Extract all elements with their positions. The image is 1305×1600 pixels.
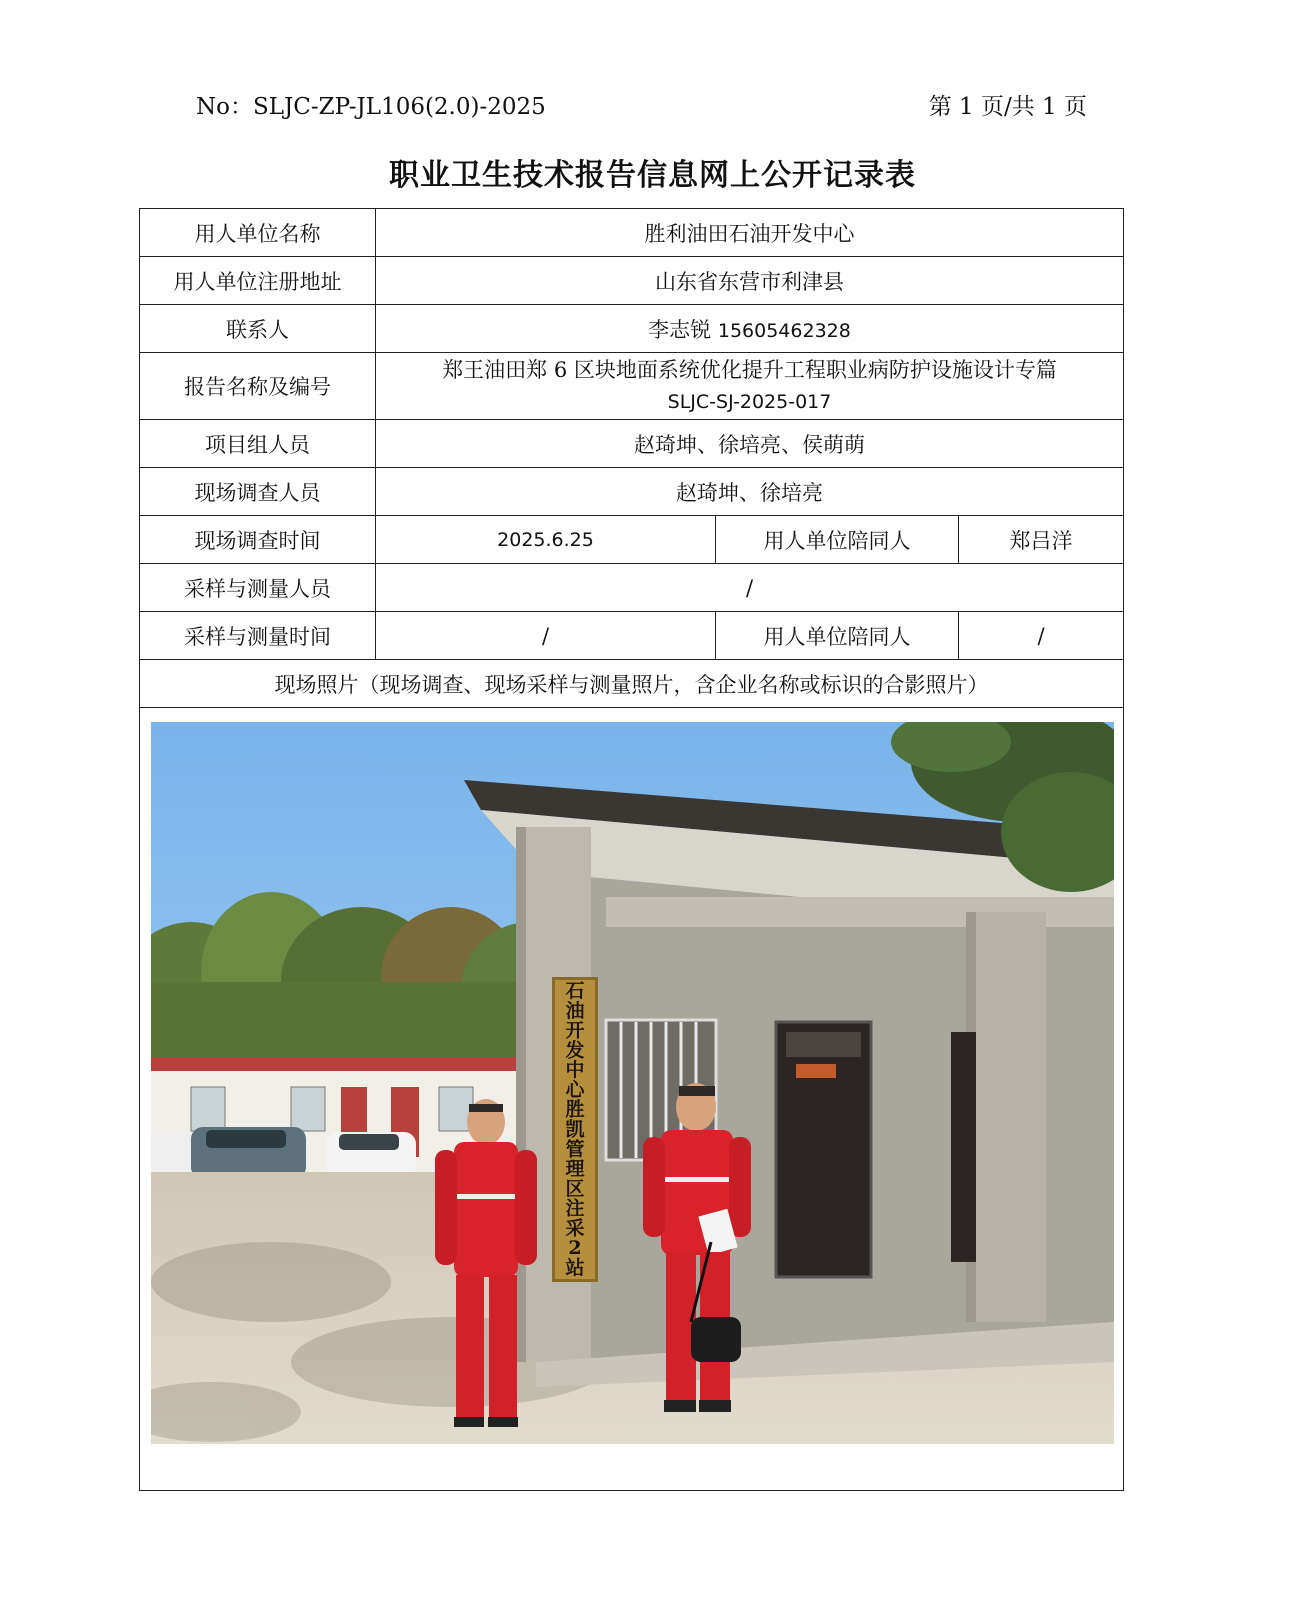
accompany-value-2: / (959, 612, 1124, 660)
project-members-label: 项目组人员 (140, 420, 376, 468)
employer-address-label: 用人单位注册地址 (140, 257, 376, 305)
sampling-time-value: / (376, 612, 716, 660)
door (776, 1022, 871, 1277)
station-building (464, 780, 1114, 1387)
survey-time-label: 现场调查时间 (140, 516, 376, 564)
table-row (140, 209, 1124, 257)
project-members-value: 赵琦坤、徐培亮、侯萌萌 (376, 420, 1124, 468)
accompany-value: 郑吕洋 (959, 516, 1124, 564)
survey-staff-value: 赵琦坤、徐培亮 (376, 468, 1124, 516)
contact-label: 联系人 (140, 305, 376, 353)
employer-name-value: 胜利油田石油开发中心 (376, 209, 1124, 257)
record-table (139, 208, 1124, 1491)
table-row (140, 516, 1124, 564)
report-name: 郑王油田郑 6 区块地面系统优化提升工程职业病防护设施设计专篇 (442, 358, 1057, 382)
survey-staff-label: 现场调查人员 (140, 468, 376, 516)
table-row (140, 708, 1124, 1491)
employer-name-label: 用人单位名称 (140, 209, 376, 257)
shoulder-bag (691, 1317, 741, 1362)
sampling-staff-label: 采样与测量人员 (140, 564, 376, 612)
sign-character: 注 (565, 1197, 585, 1220)
sign-character: 区 (565, 1177, 585, 1200)
report-label: 报告名称及编号 (140, 353, 376, 420)
table-row (140, 660, 1124, 708)
sign-character: 理 (565, 1158, 585, 1181)
sampling-staff-value: / (376, 564, 1124, 612)
accompany-label: 用人单位陪同人 (716, 516, 959, 564)
table-row (140, 420, 1124, 468)
table-row (140, 353, 1124, 420)
table-row (140, 257, 1124, 305)
sign-character: 管 (565, 1138, 585, 1161)
sign-character: 站 (565, 1257, 585, 1279)
contact-name: 李志锐 (648, 317, 712, 342)
survey-time-value: 2025.6.25 (376, 516, 716, 564)
contact-value (376, 305, 1124, 353)
page-title: 职业卫生技术报告信息网上公开记录表 (389, 158, 916, 193)
sampling-time-label: 采样与测量时间 (140, 612, 376, 660)
sign-character: 心 (565, 1078, 585, 1101)
sign-character: 2 (568, 1237, 582, 1260)
table-row (140, 564, 1124, 612)
table-row (140, 612, 1124, 660)
table-row (140, 305, 1124, 353)
site-photo (151, 722, 1114, 1444)
sign-character: 油 (565, 999, 585, 1022)
sign-character: 胜 (565, 1098, 585, 1121)
site-photo-illustration (151, 722, 1114, 1444)
page-info: 第 1 页/共 1 页 (928, 94, 1087, 120)
sign-character: 石 (565, 980, 585, 1002)
sign-text (565, 980, 585, 1279)
sign-character: 开 (565, 1019, 585, 1042)
photo-caption: 现场照片（现场调查、现场采样与测量照片，含企业名称或标识的合影照片） (140, 660, 1124, 708)
document-number: No：SLJC-ZP-JL106(2.0)-2025 (196, 94, 546, 120)
report-number: SLJC-SJ-2025-017 (667, 391, 832, 413)
sign-character: 发 (565, 1039, 585, 1062)
sign-character: 凯 (565, 1118, 585, 1141)
sign-character: 采 (565, 1217, 585, 1240)
contact-phone: 15605462328 (717, 319, 851, 342)
photo-cell (140, 708, 1124, 1491)
employer-address-value: 山东省东营市利津县 (376, 257, 1124, 305)
parked-cars (151, 1127, 416, 1179)
table-row (140, 468, 1124, 516)
sign-character: 中 (565, 1059, 585, 1082)
accompany-label-2: 用人单位陪同人 (716, 612, 959, 660)
report-value (376, 353, 1124, 420)
